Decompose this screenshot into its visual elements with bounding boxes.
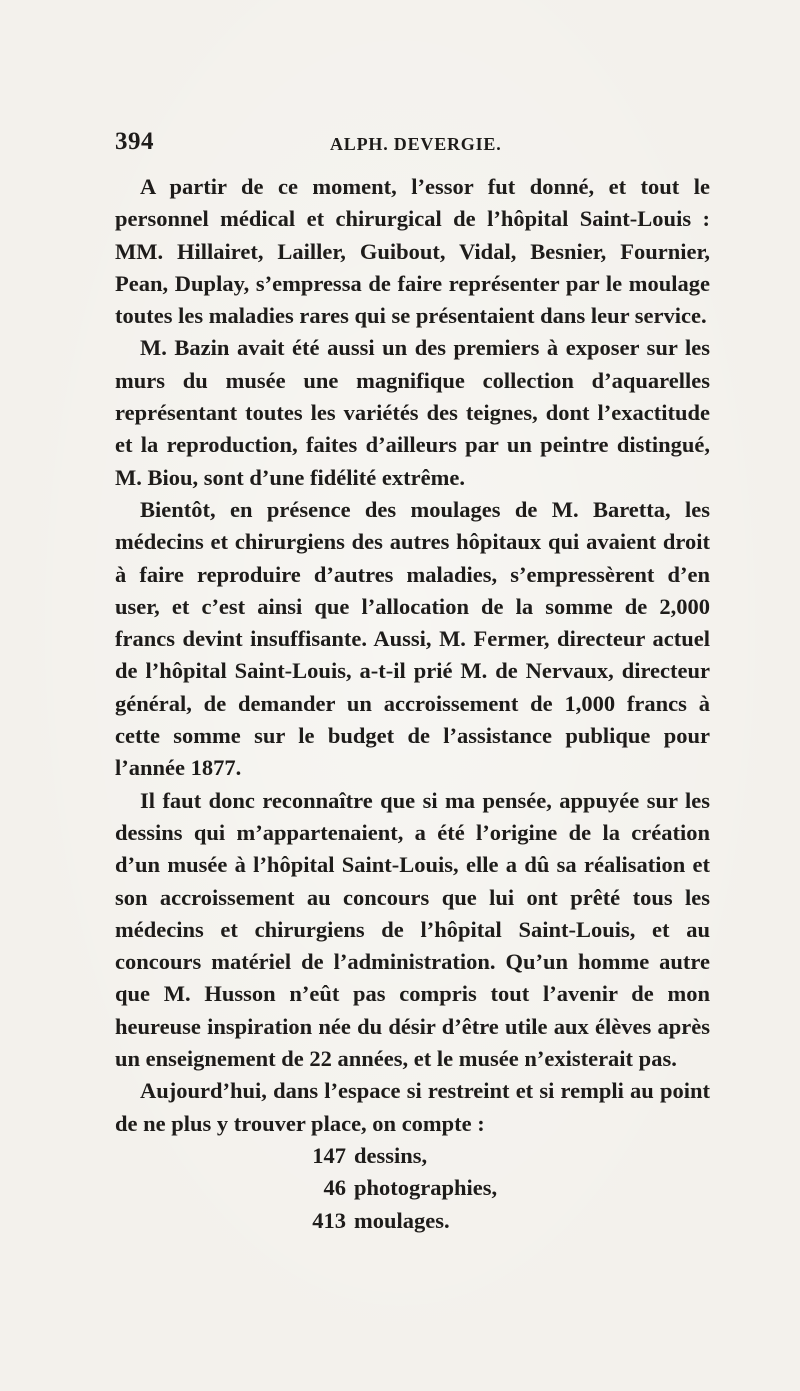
inventory-label: moulages. <box>354 1207 450 1233</box>
inventory-count: 147 <box>312 1142 346 1168</box>
body-text <box>115 171 710 1237</box>
page-header <box>115 128 710 164</box>
inventory-count: 413 <box>312 1207 346 1233</box>
inventory-count: 46 <box>323 1175 346 1201</box>
page-number: 394 <box>115 128 154 155</box>
inventory-label: dessins, <box>354 1142 428 1168</box>
paragraph-2: M. Bazin avait été aussi un des premiers à exposer sur les murs du musée une magnifique collection d’aquarelles représentant toutes les variétés des teignes, dont l’exactitude et la reproduction, faites d’ailleurs par un peintre distingué, M. Biou, sont d’une fidélité extrême. <box>115 335 710 490</box>
paragraph-3: Bientôt, en présence des moulages de M. Baretta, les médecins et chirurgiens des autres hôpitaux qui avaient droit à faire reproduire d’autres maladies, s’empressèrent d’en user, et c’est ainsi que l’allocation de la somme de 2,000 francs devint insuffisante. Aussi, M. Fermer, directeur actuel de l’hôpital Saint-Louis, a-t-il prié M. de Nervaux, directeur général, de demander un accroissement de 1,000 francs à cette somme sur le budget de l’assistance publique pour l’année 1877. <box>115 496 710 781</box>
paragraph-1: A partir de ce moment, l’essor fut donné, et tout le personnel médical et chirurgical de l’hôpital Saint-Louis : MM. Hillairet, Lailler, Guibout, Vidal, Besnier, Fournier, Pean, Duplay, s’empressa de faire représenter par le moulage toutes les maladies rares qui se présentaient dans leur service. <box>115 174 710 329</box>
paragraph-5: Aujourd’hui, dans l’espace si restreint et si rempli au point de ne plus y trouver place, on compte : <box>115 1078 710 1136</box>
paragraph-4: Il faut donc reconnaître que si ma pensée, appuyée sur les dessins qui m’appartenaient, a été l’origine de la création d’un musée à l’hôpital Saint-Louis, elle a dû sa réalisation et son accroissement au concours que lui ont prêté tous les médecins et chirurgiens de l’hôpital Saint-Louis, et au concours matériel de l’administration. Qu’un homme autre que M. Husson n’eût pas compris tout l’avenir de mon heureuse inspiration née du désir d’être utile aux élèves après un enseignement de 22 années, et le musée n’existerait pas. <box>115 787 710 1072</box>
inventory-item-photographs <box>115 1172 710 1204</box>
inventory-item-drawings <box>115 1140 710 1172</box>
inventory-item-casts <box>115 1205 710 1237</box>
inventory-list <box>115 1140 710 1237</box>
inventory-label: photographies, <box>354 1175 498 1201</box>
running-head: ALPH. DEVERGIE. <box>330 134 502 154</box>
